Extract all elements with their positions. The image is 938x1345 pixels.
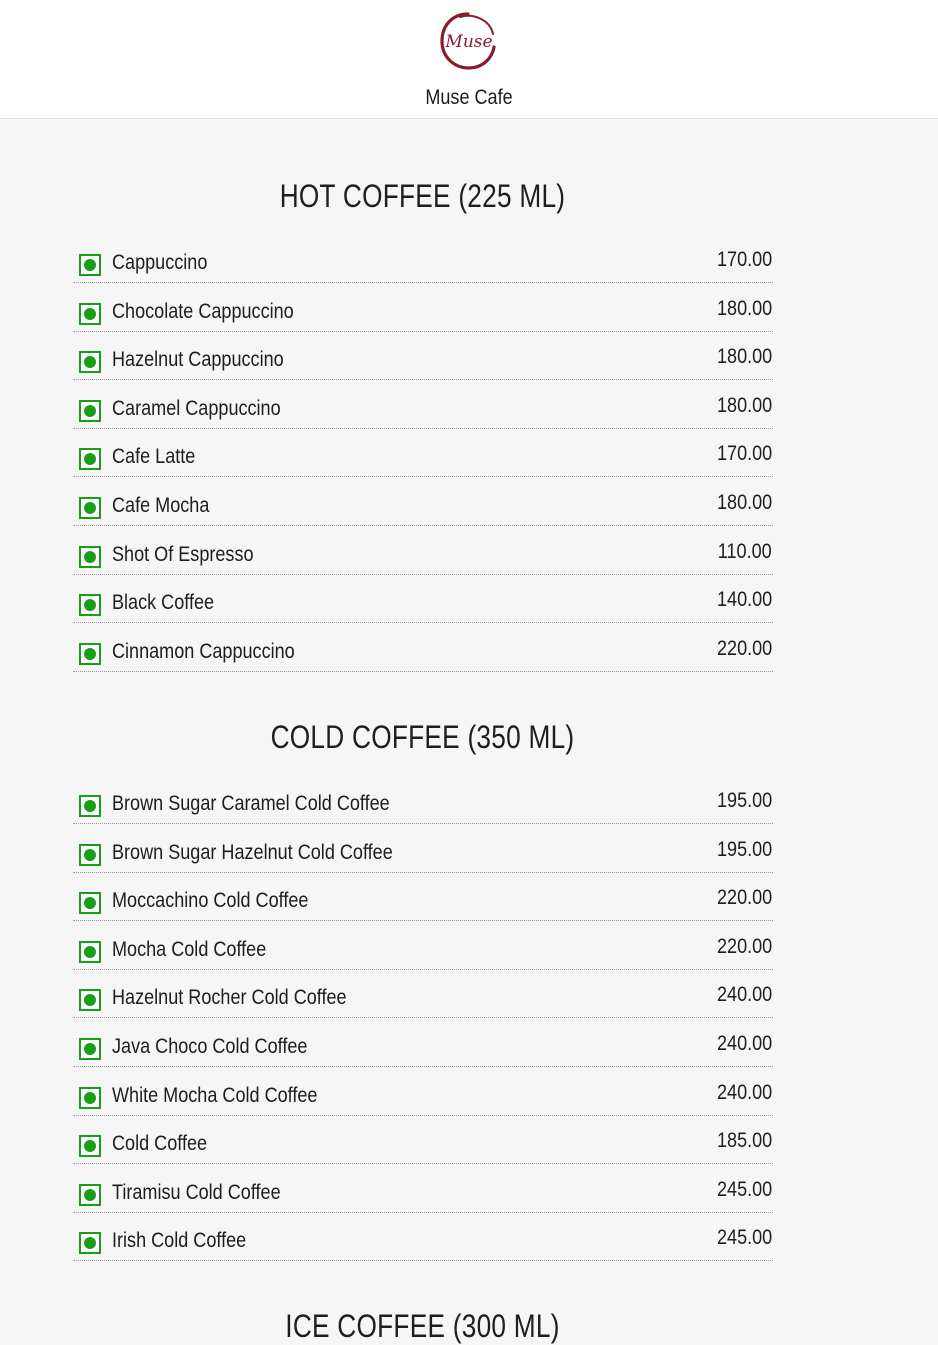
veg-icon xyxy=(79,892,101,914)
menu-item[interactable] xyxy=(73,234,773,283)
veg-icon xyxy=(79,1232,101,1254)
menu-item[interactable] xyxy=(73,824,773,873)
item-price: 195.00 xyxy=(716,838,772,861)
item-price: 140.00 xyxy=(716,588,772,611)
veg-icon xyxy=(79,1038,101,1060)
veg-dot-icon xyxy=(84,453,96,465)
menu-item[interactable] xyxy=(73,428,773,477)
item-name: White Mocha Cold Coffee xyxy=(112,1084,318,1107)
veg-icon xyxy=(79,448,101,470)
veg-dot-icon xyxy=(84,994,96,1006)
menu-item[interactable] xyxy=(73,1018,773,1067)
veg-icon xyxy=(79,1135,101,1157)
item-price: 170.00 xyxy=(716,442,772,465)
veg-icon xyxy=(79,254,101,276)
item-name: Tiramisu Cold Coffee xyxy=(112,1181,281,1204)
item-name: Irish Cold Coffee xyxy=(112,1229,247,1252)
item-name: Brown Sugar Caramel Cold Coffee xyxy=(112,792,390,815)
veg-dot-icon xyxy=(84,356,96,368)
veg-dot-icon xyxy=(84,1092,96,1104)
item-price: 185.00 xyxy=(716,1129,772,1152)
veg-dot-icon xyxy=(84,1237,96,1249)
menu-item[interactable] xyxy=(73,477,773,526)
veg-icon xyxy=(79,400,101,422)
svg-text:Muse: Muse xyxy=(445,32,493,52)
item-name: Chocolate Cappuccino xyxy=(112,300,294,323)
veg-icon xyxy=(79,643,101,665)
veg-icon xyxy=(79,795,101,817)
menu-item[interactable] xyxy=(73,283,773,332)
item-name: Cappuccino xyxy=(112,251,208,274)
veg-dot-icon xyxy=(84,946,96,958)
item-price: 245.00 xyxy=(716,1226,772,1249)
section-title: ICE COFFEE (300 ML) xyxy=(285,1308,560,1344)
veg-dot-icon xyxy=(84,1189,96,1201)
veg-icon xyxy=(79,594,101,616)
item-name: Java Choco Cold Coffee xyxy=(112,1035,308,1058)
veg-dot-icon xyxy=(84,897,96,909)
menu-item[interactable] xyxy=(73,969,773,1018)
veg-icon xyxy=(79,844,101,866)
item-name: Moccachino Cold Coffee xyxy=(112,889,309,912)
menu-item[interactable] xyxy=(73,574,773,623)
item-name: Shot Of Espresso xyxy=(112,543,254,566)
menu-item[interactable] xyxy=(73,872,773,921)
veg-dot-icon xyxy=(84,800,96,812)
veg-icon xyxy=(79,1184,101,1206)
section-title: COLD COFFEE (350 ML) xyxy=(270,719,575,755)
menu-item[interactable] xyxy=(73,380,773,429)
item-name: Mocha Cold Coffee xyxy=(112,938,267,961)
veg-dot-icon xyxy=(84,648,96,660)
menu-item[interactable] xyxy=(73,1212,773,1261)
item-price: 220.00 xyxy=(716,637,772,660)
veg-dot-icon xyxy=(84,1043,96,1055)
muse-logo xyxy=(438,10,498,72)
veg-icon xyxy=(79,351,101,373)
menu-item[interactable] xyxy=(73,331,773,380)
item-price: 180.00 xyxy=(716,297,772,320)
item-name: Cafe Mocha xyxy=(112,494,210,517)
item-name: Caramel Cappuccino xyxy=(112,397,281,420)
item-name: Cafe Latte xyxy=(112,445,196,468)
veg-icon xyxy=(79,303,101,325)
item-name: Cold Coffee xyxy=(112,1132,208,1155)
veg-dot-icon xyxy=(84,405,96,417)
menu-item[interactable] xyxy=(73,1164,773,1213)
item-name: Cinnamon Cappuccino xyxy=(112,640,295,663)
header xyxy=(0,0,938,119)
menu-item[interactable] xyxy=(73,526,773,575)
veg-dot-icon xyxy=(84,849,96,861)
menu-item[interactable] xyxy=(73,1067,773,1116)
item-price: 245.00 xyxy=(716,1178,772,1201)
item-price: 195.00 xyxy=(716,789,772,812)
section-title: HOT COFFEE (225 ML) xyxy=(279,178,566,214)
veg-icon xyxy=(79,546,101,568)
item-price: 240.00 xyxy=(716,983,772,1006)
veg-icon xyxy=(79,941,101,963)
item-name: Hazelnut Rocher Cold Coffee xyxy=(112,986,347,1009)
item-price: 180.00 xyxy=(716,394,772,417)
item-price: 110.00 xyxy=(718,540,772,563)
item-name: Black Coffee xyxy=(112,591,215,614)
veg-icon xyxy=(79,497,101,519)
item-price: 240.00 xyxy=(716,1032,772,1055)
cafe-name: Muse Cafe xyxy=(425,86,513,109)
item-price: 180.00 xyxy=(716,345,772,368)
veg-dot-icon xyxy=(84,1140,96,1152)
menu-item[interactable] xyxy=(73,623,773,672)
menu-item[interactable] xyxy=(73,1115,773,1164)
menu-item[interactable] xyxy=(73,921,773,970)
veg-icon xyxy=(79,989,101,1011)
item-name: Hazelnut Cappuccino xyxy=(112,348,284,371)
veg-dot-icon xyxy=(84,502,96,514)
item-price: 170.00 xyxy=(716,248,772,271)
veg-dot-icon xyxy=(84,599,96,611)
item-price: 180.00 xyxy=(716,491,772,514)
veg-dot-icon xyxy=(84,308,96,320)
item-name: Brown Sugar Hazelnut Cold Coffee xyxy=(112,841,393,864)
item-price: 220.00 xyxy=(716,886,772,909)
item-price: 220.00 xyxy=(716,935,772,958)
veg-icon xyxy=(79,1087,101,1109)
veg-dot-icon xyxy=(84,259,96,271)
menu-item[interactable] xyxy=(73,775,773,824)
veg-dot-icon xyxy=(84,551,96,563)
item-price: 240.00 xyxy=(716,1081,772,1104)
